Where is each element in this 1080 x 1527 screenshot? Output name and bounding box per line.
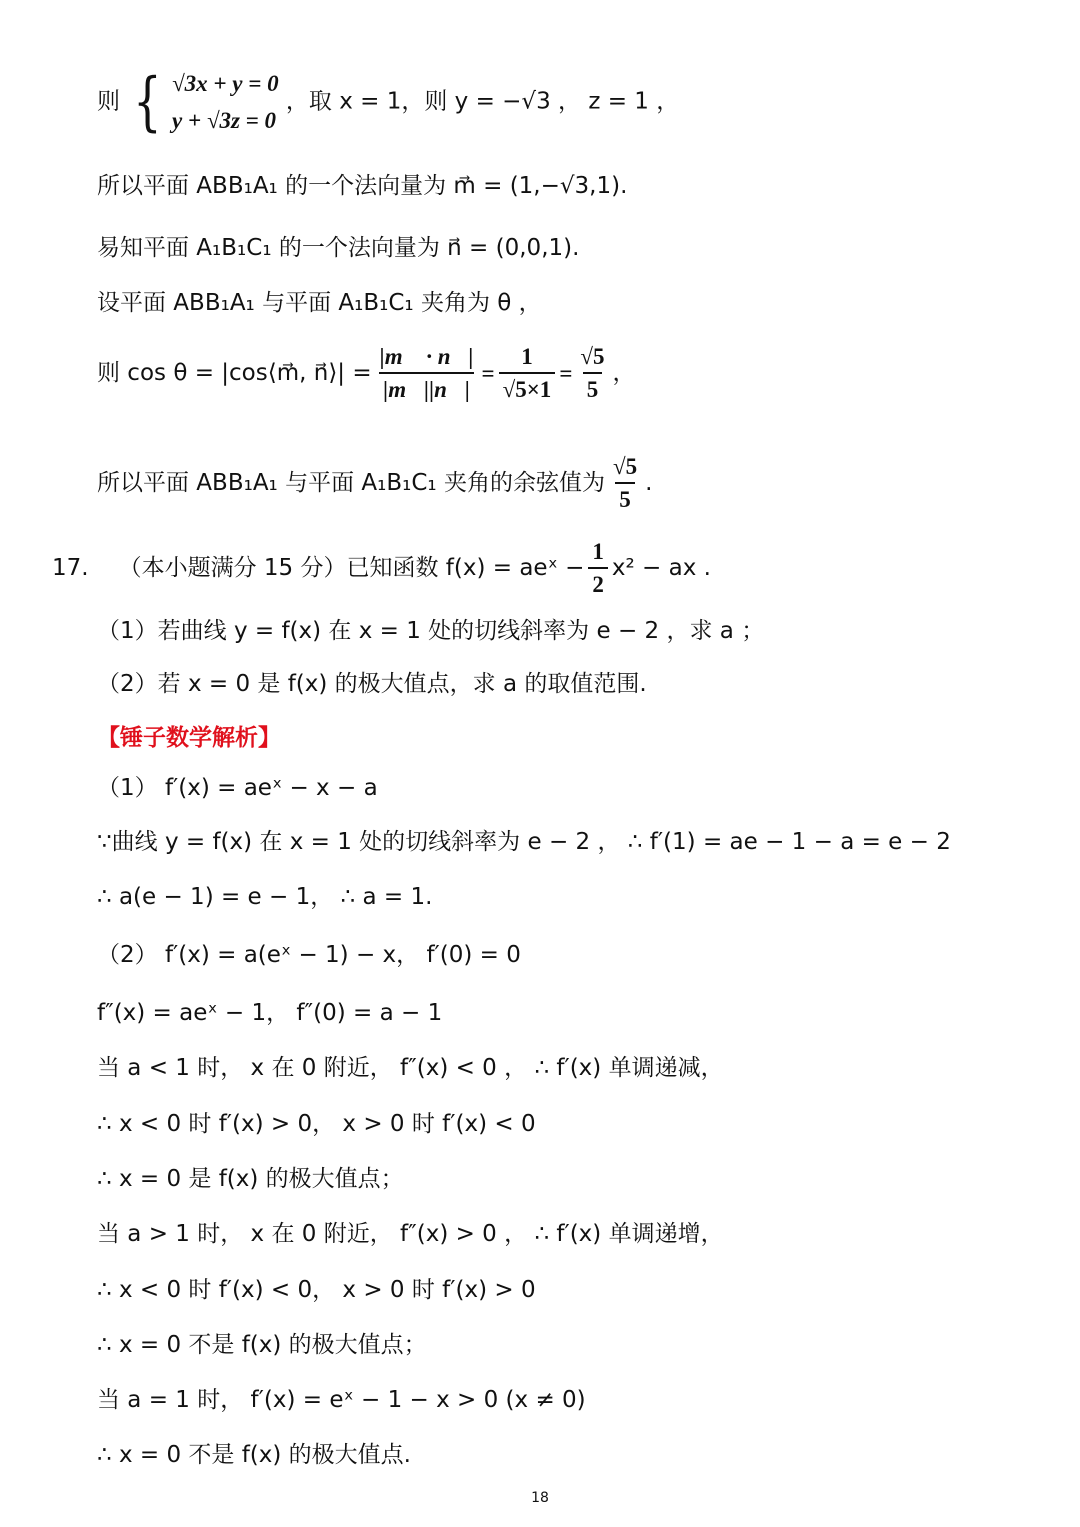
solution-line-2: ∵曲线 y = f(x) 在 x = 1 处的切线斜率为 e − 2 ， ∴ f′(1) = ae − 1 − a = e − 2: [97, 829, 951, 855]
fraction-root5-over-5: [576, 345, 608, 401]
question-number: 17.: [52, 554, 89, 581]
question-part-2: （2）若 x = 0 是 f(x) 的极大值点，求 a 的取值范围.: [97, 671, 647, 697]
line-normal-m: 所以平面 ABB₁A₁ 的一个法向量为 m⃗ = (1,−√3,1).: [97, 173, 628, 199]
page-number: 18: [531, 1490, 549, 1506]
line-normal-n: 易知平面 A₁B₁C₁ 的一个法向量为 n⃗ = (0,0,1).: [97, 235, 580, 261]
period: .: [645, 469, 653, 496]
line-system: [97, 65, 680, 139]
line-cos: [97, 345, 636, 401]
solution-line-5: f″(x) = aeˣ − 1， f″(0) = a − 1: [97, 1000, 443, 1026]
solution-line-12: 当 a = 1 时， f′(x) = eˣ − 1 − x > 0 (x ≠ 0): [97, 1387, 586, 1413]
cos-prefix: 则 cos θ = |cos⟨m⃗, n⃗⟩| =: [97, 359, 372, 386]
fraction-dot-over-norm: [376, 345, 478, 401]
solution-heading: 【锤子数学解析】: [97, 725, 281, 751]
frac-denominator: 2: [588, 567, 608, 596]
frac-denominator: |m⃗||n⃗|: [379, 372, 474, 401]
equation-1: √3x + y = 0: [172, 71, 279, 96]
frac-numerator: √5: [580, 344, 605, 369]
frac-numerator: 1: [521, 344, 533, 369]
solution-line-4: （2） f′(x) = a(eˣ − 1) − x， f′(0) = 0: [97, 942, 521, 968]
frac-numerator: |m⃗ · n⃗|: [379, 344, 474, 369]
text-ze: 则: [97, 88, 120, 115]
comma: ，: [612, 359, 636, 386]
frac-denominator: 5: [615, 482, 635, 511]
frac-numerator: 1: [592, 539, 604, 564]
solution-line-8: ∴ x = 0 是 f(x) 的极大值点；: [97, 1166, 404, 1192]
cosine-text: 所以平面 ABB₁A₁ 与平面 A₁B₁C₁ 夹角的余弦值为: [97, 469, 605, 496]
solution-line-1: （1） f′(x) = aeˣ − x − a: [97, 775, 378, 801]
solution-line-7: ∴ x < 0 时 f′(x) > 0， x > 0 时 f′(x) < 0: [97, 1111, 536, 1137]
brace-symbol: {: [133, 65, 162, 139]
equals-sign: =: [481, 360, 495, 386]
solution-line-3: ∴ a(e − 1) = e − 1， ∴ a = 1.: [97, 884, 433, 910]
line-angle: 设平面 ABB₁A₁ 与平面 A₁B₁C₁ 夹角为 θ ，: [97, 290, 542, 316]
fraction-one-over-root5: [499, 345, 556, 401]
fraction-root5-over-5: [609, 455, 641, 511]
question-part-1: （1）若曲线 y = f(x) 在 x = 1 处的切线斜率为 e − 2 ，求 a ；: [97, 618, 765, 644]
solution-line-10: ∴ x < 0 时 f′(x) < 0， x > 0 时 f′(x) > 0: [97, 1277, 536, 1303]
solution-line-6: 当 a < 1 时， x 在 0 附近， f″(x) < 0 ， ∴ f′(x) 单调递减，: [97, 1055, 724, 1081]
text-solution: ，取 x = 1，则 y = −√3 ， z = 1 ，: [285, 88, 680, 115]
solution-line-11: ∴ x = 0 不是 f(x) 的极大值点；: [97, 1332, 427, 1358]
equation-2: y + √3z = 0: [172, 108, 277, 133]
fraction-half: [588, 540, 608, 596]
equals-sign: =: [559, 360, 573, 386]
question-text: （本小题满分 15 分）已知函数 f(x) = aeˣ −: [118, 554, 585, 581]
line-cosine-value: [97, 455, 652, 511]
solution-line-13: ∴ x = 0 不是 f(x) 的极大值点.: [97, 1442, 411, 1468]
question-17: [52, 540, 711, 596]
equation-system: [127, 65, 279, 139]
frac-denominator: √5×1: [499, 372, 556, 401]
solution-line-9: 当 a > 1 时， x 在 0 附近， f″(x) > 0 ， ∴ f′(x) 单调递增，: [97, 1221, 724, 1247]
frac-numerator: √5: [612, 454, 638, 479]
frac-denominator: 5: [583, 372, 603, 401]
question-text-end: x² − ax .: [611, 554, 711, 581]
